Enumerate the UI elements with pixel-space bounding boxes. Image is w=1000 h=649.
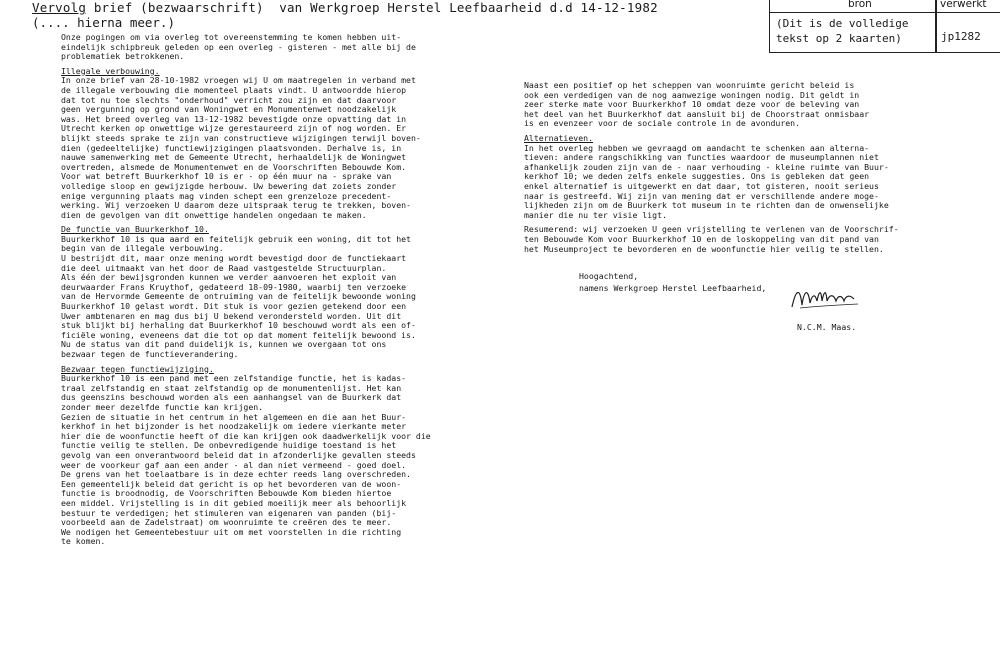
body-line: de illegale verbouwing die momenteel plaats vindt. U antwoordde hierop [61,84,407,95]
body-line: Gezien de situatie in het centrum in het algemeen en die aan het Buur- [61,411,407,422]
body-line: blijkt steeds sprake te zijn van constructieve wijzigingen terwijl boven- [61,132,421,143]
info-box-divider [935,0,937,52]
body-line: overtreden, alsmede de Monumentenwet en de Voorschriften Bebouwde Kom. [61,161,407,172]
body-line: nauwe samenwerking met de Gemeente Utrecht, herhaaldelijk de Woningwet [61,152,407,163]
body-line: In het overleg hebben we gevraagd om aandacht te schenken aan alterna- [524,142,870,153]
info-box-header [770,0,1000,13]
body-line: De grens van het toelaatbare is in deze echter reeds lang overschreden. [61,469,411,480]
intro-line: ook een verdedigen van de nog aanwezige woningen nodig. Dit geldt in [524,89,860,100]
body-line: Als één der bewijsgronden kunnen we verder aanvoeren het exploit van [61,272,397,283]
intro-line: zeer sterke mate voor Buurkerkhof 10 omdat deze voor de beleving van [524,99,860,110]
body-line: een middel. Vrijstelling is in dit gebied moeilijk meer als behoorlijk [61,497,407,508]
body-line: bezwaar tegen de functieverandering. [61,349,239,359]
body-line: kerkhof 10; we deden zelfs enkele suggesties. Ons is gebleken dat geen [524,171,870,182]
section-heading: Illegale verbouwing. [61,65,160,76]
body-line: Utrecht kerken op onwettige wijze gerestaureerd zijn of nog worden. Er [61,123,407,134]
on-behalf-line: namens Werkgroep Herstel Leefbaarheid, [579,283,767,293]
body-line: geen vergunning op grond van Woningwet en Monumentenwet noodzakelijk [61,104,397,115]
closing-greeting: Hoogachtend, [579,271,639,281]
document-code: jp1282 [941,30,981,43]
body-line: functie veilig te stellen. De onbevredigende huidige toestand is het [61,440,397,451]
section-heading: De functie van Buurkerkhof 10. [61,224,209,235]
info-box-note [776,16,908,46]
intro-line: problematiek betrokkenen. [61,51,185,62]
body-line: zonder meer dezelfde functie kan krijgen. [61,401,264,412]
body-line: Een gemeentelijk beleid dat gericht is op het bevorderen van de woon- [61,478,402,489]
body-line: In onze brief van 28-10-1982 vroegen wij U om maatregelen in verband met [61,75,416,86]
body-line: te komen. [61,536,106,547]
letter-title [32,0,658,15]
intro-line: Onze pogingen om via overleg tot overeenstemming te komen hebben uit- [61,32,402,42]
body-line: stuk blijkt bij herhaling dat Buurkerkhof 10 beschouwd wordt als een of- [61,320,416,331]
summary-line: ten Bebouwde Kom voor Buurkerkhof 10 en de loskoppeling van dit pand van [524,233,879,244]
body-line: dat tot nu toe slechts "onderhoud" verricht zou zijn en dat daarvoor [61,94,397,105]
body-line: tieven: andere rangschikking van functies waardoor de museumplannen niet [524,152,879,163]
body-line: manier die nu ter visie ligt. [524,209,667,220]
letter-title-rest: brief (bezwaarschrift) van Werkgroep Herstel Leefbaarheid d.d 14-12-1982 [86,0,658,15]
summary-line: Resumerend: wij verzoeken U geen vrijstelling te verlenen van de Voorschrif- [524,224,899,235]
body-line: Buurkerkhof 10 is een pand met een zelfstandige functie, het is kadas- [61,373,407,384]
right-column [524,81,899,254]
body-line: was. Het breed overleg van 13-12-1982 bevestigde onze opvatting dat in [61,113,407,124]
body-line: Buurkerkhof 10 gelast wordt. Dit stuk is voor gezien getekend door een [61,301,407,312]
body-line: traal zelfstandig en staat zelfstandig op de monumentenlijst. Het kan [61,382,402,393]
body-line: werking. Wij verzoeken U daarom deze uitspraak terug te trekken, boven- [61,200,411,211]
continued-note: (.... hierna meer.) [32,15,175,30]
intro-line: eindelijk schipbreuk geleden op een overleg - gisteren - met alle bij de [61,41,416,52]
body-line: bestuur te verdedigen; het stimuleren van eigenaren van panden (bij- [61,507,397,518]
body-line: U bestrijdt dit, maar onze mening wordt bevestigd door de functiekaart [61,253,407,264]
body-line: volledige sloop en gewijzigde herbouw. Uw bewering dat zoiets zonder [61,180,397,191]
body-line: dus geenszins beschouwd worden als een aanhangsel van de Buurkerk dat [61,392,402,403]
body-line: voorbeeld aan de Zadelstraat) om woonruimte te creëren des te meer. [61,517,392,528]
body-line: Buurkerkhof 10 is qua aard en feitelijk gebruik een woning, dit tot het [61,233,411,244]
body-line: Nu de status van dit pand duidelijk is, kunnen we overgaan tot ons [61,339,387,350]
body-line: dien (gedeeltelijke) functiewijzigingen plaatsvonden. Derhalve is, in [61,142,402,153]
body-line: begin van de illegale verbouwing. [61,243,224,254]
signer-name: N.C.M. Maas. [797,322,857,332]
body-line: functie is broodnodig, de Voorschriften Bebouwde Kom bieden hiertoe [61,488,392,499]
body-line: kerkhof in het bijzonder is het noodzakelijk om iedere vierkante meter [61,421,407,432]
body-line: Uwer ambtenaren en mag dus bij U bekend verondersteld worden. Uit dit [61,310,402,321]
info-box [769,0,1000,53]
body-line: enkel alternatief is uitgewerkt en dat daar, tot gisteren, nooit serieus [524,180,879,191]
body-line: die deel uitmaakt van het door de Raad vastgestelde Structuurplan. [61,262,387,273]
vervolg-label: Vervolg [32,0,87,15]
bron-label: bron [848,0,872,10]
section-heading: Bezwaar tegen functiewijziging. [61,363,214,374]
body-line: van de Hervormde Gemeente de ontruiming van de feitelijk bewoonde woning [61,291,416,302]
intro-line: het deel van het Buurkerkhof dat aansluit bij de Choorstraat onmisbaar [524,108,870,119]
signature-image [788,283,868,313]
body-line: enige vergunning plaats mag vinden schept een grenzeloze precedent- [61,190,392,201]
left-column [61,33,431,547]
body-line: We nodigen het Gemeentebestuur uit om met voorstellen in die richting [61,526,402,537]
body-line: gevolg van een onverantwoord beleid dat in afzonderlijke gevallen steeds [61,449,416,460]
body-line: afhankelijk zouden zijn van de - naar verhouding - kleine ruimte van Buur- [524,161,889,172]
body-line: dien de gevolgen van dit onwettige handelen ongedaan te maken. [61,209,367,220]
body-line: deurwaarder Frans Kruythof, gedateerd 18-09-1980, waarbij ten verzoeke [61,281,407,292]
summary-line: het Museumproject te bevorderen en de woonfunctie hier veilig te stellen. [524,243,884,254]
body-line: weer de voorkeur gaf aan een ander - al dan niet vermeend - goed doel. [61,459,407,470]
body-line: hier die de woonfunctie heeft of die kan krijgen ook daadwerkelijk voor die [61,430,431,441]
section-heading: Alternatieven. [524,132,594,143]
body-line: ficiële woning, eveneens dat die tot op dat moment feitelijk bewoond is. [61,329,416,340]
verwerkt-label: verwerkt [940,0,987,10]
intro-line: is en evenzeer voor de sociale controle in de avonduren. [524,118,801,129]
body-line: naar is gestreefd. Wij zijn van mening dat er verschillende andere moge- [524,190,879,201]
intro-line: Naast een positief op het scheppen van woonruimte gericht beleid is [524,80,855,90]
note-line-1: (Dit is de volledige [776,17,909,30]
body-line: Voor wat betreft Buurkerkhof 10 is er - op één muur na - sprake van [61,171,392,182]
body-line: lijkheden zijn om de Buurkerk tot museum in te richten dan de onwenselijke [524,200,889,211]
note-line-2: tekst op 2 kaarten) [776,32,902,45]
